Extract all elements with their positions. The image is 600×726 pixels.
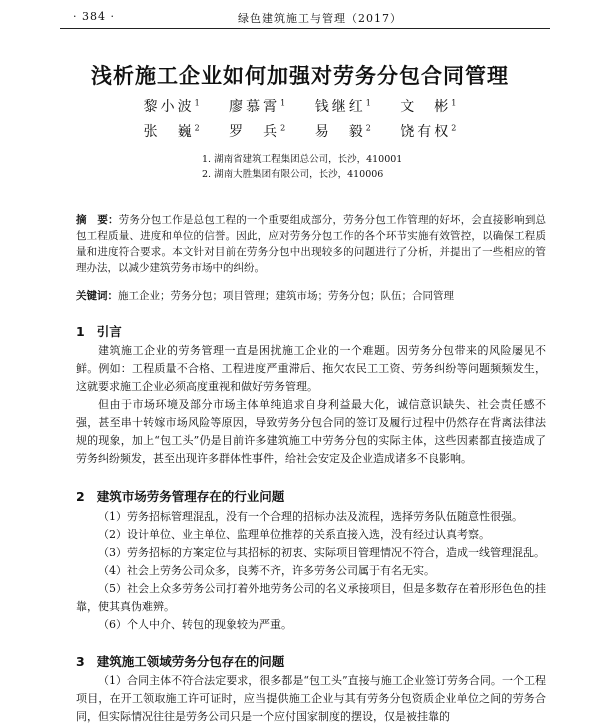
header-rule: [60, 28, 550, 29]
author: 文 彬$^1$: [400, 98, 457, 115]
list-item: （3）劳务招标的方案定位与其招标的初衷、实际项目管理情况不符合，造成一线管理混乱。: [98, 546, 545, 559]
journal-title: 绿色建筑施工与管理（2017）: [238, 12, 402, 25]
paper-title: 浅析施工企业如何加强对劳务分包合同管理: [91, 63, 509, 88]
keywords: [76, 288, 546, 304]
abstract: [76, 212, 546, 276]
author: 钱继红$^1$: [314, 98, 371, 115]
author: 饶有权$^2$: [400, 123, 457, 140]
section-heading: 2 建筑市场劳务管理存在的行业问题: [76, 489, 285, 504]
affiliation: 2. 湖南大胜集团有限公司，长沙，410006: [202, 169, 384, 180]
keywords-text: 施工企业；劳务分包；项目管理；建筑市场；劳务分包；队伍；合同管理: [118, 290, 454, 302]
list-item: （2）设计单位、业主单位、监理单位推荐的关系直接入选，没有经过认真考察。: [98, 528, 490, 541]
abstract-text: 劳务分包工作是总包工程的一个重要组成部分，劳务分包工作管理的好坏，会直接影响到总包工程质量、进度和单位的信誉。因此，应对劳务分包工作的各个环节实施有效管控，以确保工程质量和进度符合要求。本文针对目前在劳务分包中出现较多的问题进行了分析，并提出了一些相应的管理办法，以减少建筑劳务市场中的纠纷。: [76, 214, 547, 274]
page-number: · 384 ·: [73, 10, 115, 23]
paragraph: 但由于市场环境及部分市场主体单纯追求自身利益最大化，诚信意识缺失、社会责任感不强，甚至串十转嫁市场风险等原因，导致劳务分包合同的签订及履行过程中仍然存在背离法律法规的现象，加上“包工头”仍是目前许多建筑施工中劳务分包的实际主体，这些因素都直接造成了劳务纠纷频发，甚至出现许多群体性事件，给社会安定及企业造成诸多不良影响。: [76, 398, 546, 465]
abstract-label: 摘 要：: [76, 214, 119, 226]
list-item: （4）社会上劳务公司众多，良莠不齐，许多劳务公司属于有名无实。: [98, 564, 435, 577]
section-body: [76, 508, 546, 634]
keywords-label: 关键词：: [76, 290, 118, 302]
author: 黎小波$^1$: [143, 98, 200, 115]
authors-line-1: [0, 96, 600, 116]
running-header: [0, 8, 600, 28]
affiliation: 1. 湖南省建筑工程集团总公司，长沙，410001: [202, 154, 403, 165]
author: 罗 兵$^2$: [229, 123, 286, 140]
list-item: （1）劳务招标管理混乱，没有一个合理的招标办法及流程，选择劳务队伍随意性很强。: [98, 510, 523, 523]
section-body: [76, 672, 546, 726]
affiliations: [202, 152, 402, 182]
authors-line-2: [0, 121, 600, 141]
section-body: [76, 342, 546, 468]
author: 易 毅$^2$: [314, 123, 371, 140]
paragraph: 建筑施工企业的劳务管理一直是困扰施工企业的一个难题。因劳务分包带来的风险屡见不鲜。例如：工程质量不合格、工程进度严重滞后、拖欠农民工工资、劳务纠纷等问题频频发生，这就要求施工企业必须高度重视和做好劳务管理。: [76, 344, 546, 393]
author: 张 巍$^2$: [143, 123, 200, 140]
section-heading: 1 引言: [76, 324, 122, 339]
author: 廖慕霄$^1$: [229, 98, 286, 115]
list-item: （6）个人中介、转包的现象较为严重。: [98, 618, 292, 631]
section-heading: 3 建筑施工领域劳务分包存在的问题: [76, 654, 285, 669]
paragraph: （1）合同主体不符合法定要求，很多都是“包工头”直接与施工企业签订劳务合同。一个工程项目，在开工领取施工许可证时，应当提供施工企业与其有劳务分包资质企业单位之间的劳务合同，但实际情况往往是劳务公司只是一个应付国家制度的摆设，仅是被挂靠的: [76, 674, 546, 723]
list-item: （5）社会上众多劳务公司打着外地劳务公司的名义承接项目，但是多数存在着形形色色的挂靠，使其真伪难辨。: [76, 582, 546, 613]
